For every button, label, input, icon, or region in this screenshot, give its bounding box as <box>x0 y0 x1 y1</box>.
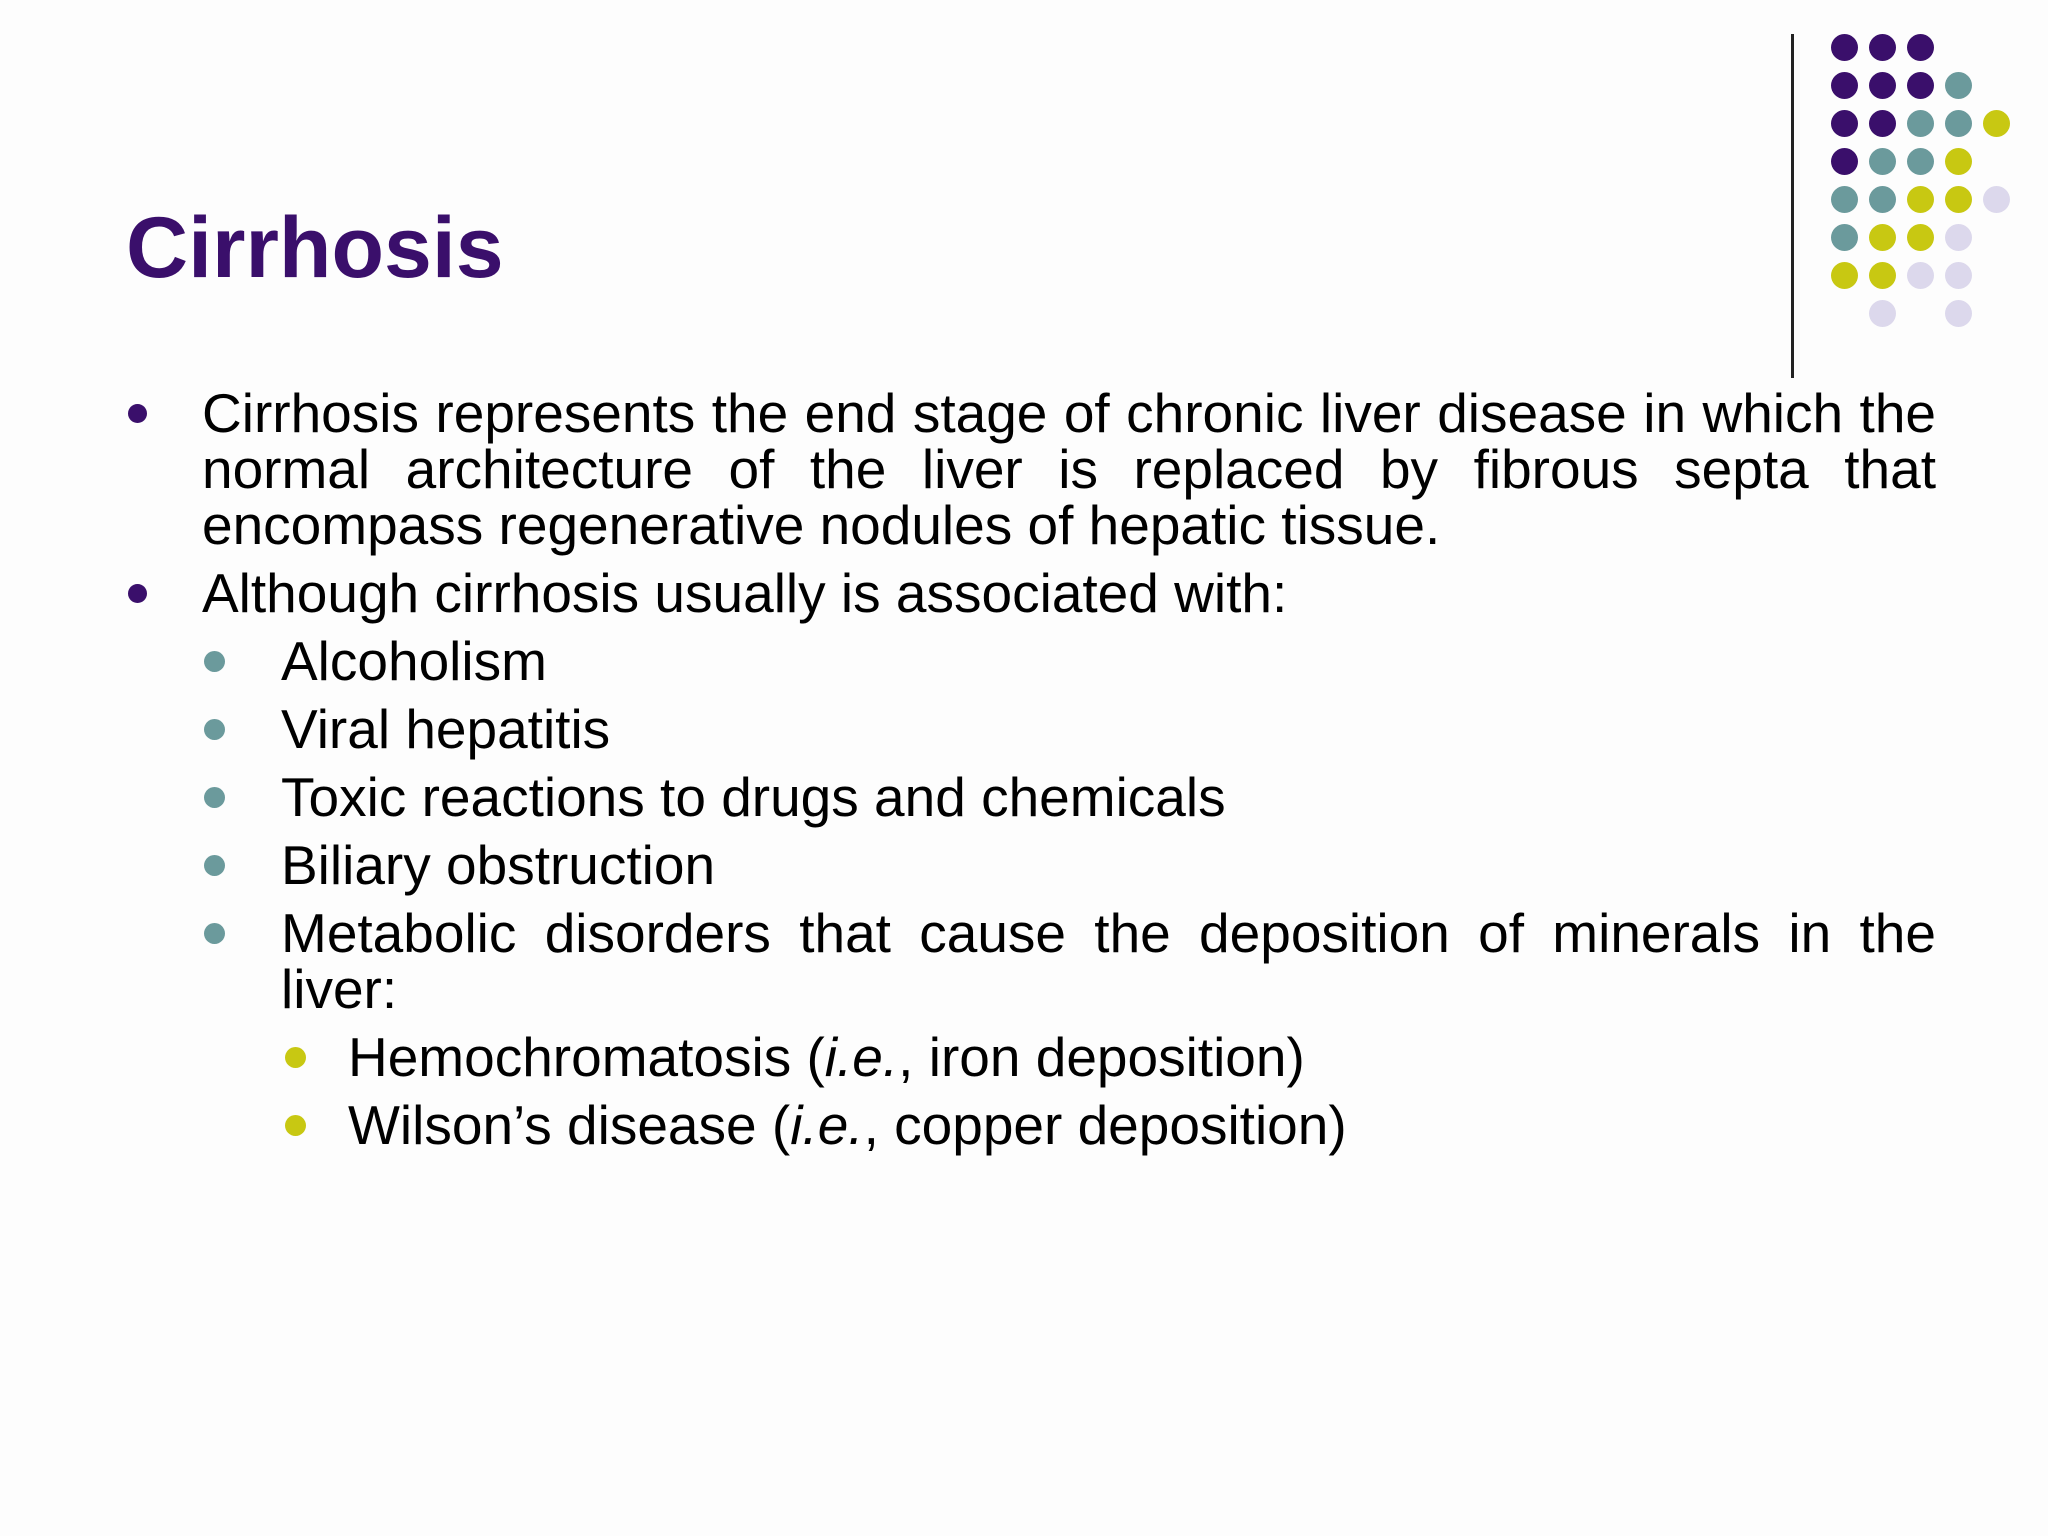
decorative-divider <box>1791 34 1794 378</box>
decorative-dot <box>1907 148 1934 175</box>
decorative-dot <box>1945 72 1972 99</box>
sub-sub-bullet-text-pre: Hemochromatosis ( <box>348 1026 825 1088</box>
bullet-text: Cirrhosis represents the end stage of chronic liver disease in which the normal architecture of the liver is replaced by fibrous septa that encompass regenerative nodules of hepatic tissue. <box>202 382 1936 556</box>
decorative-dot <box>1831 186 1858 213</box>
bullet-dot-icon <box>204 855 225 876</box>
bullet-dot-icon <box>204 787 225 808</box>
bullet-item <box>126 382 1936 556</box>
sub-bullet-text: Toxic reactions to drugs and chemicals <box>281 766 1226 828</box>
decorative-dot <box>1869 186 1896 213</box>
decorative-dot <box>1869 148 1896 175</box>
decorative-dot <box>1907 110 1934 137</box>
decorative-dot <box>1831 110 1858 137</box>
sub-bullet-text: Biliary obstruction <box>281 834 716 896</box>
bullet-dot-icon <box>128 404 147 423</box>
slide-body <box>126 382 1936 1165</box>
decorative-dot <box>1831 224 1858 251</box>
decorative-dot <box>1831 148 1858 175</box>
sub-bullet-item <box>126 902 1936 1020</box>
sub-sub-bullet-text-pre: Wilson’s disease ( <box>348 1094 791 1156</box>
sub-bullet-item <box>126 698 1936 760</box>
decorative-dot <box>1983 186 2010 213</box>
decorative-dot <box>1983 110 2010 137</box>
slide-title: Cirrhosis <box>126 200 504 296</box>
decorative-dot <box>1907 72 1934 99</box>
sub-sub-bullet-text-post: , copper deposition) <box>863 1094 1347 1156</box>
sub-sub-bullet-text-em: i.e. <box>824 1026 899 1088</box>
decorative-dot <box>1945 110 1972 137</box>
decorative-dot <box>1945 224 1972 251</box>
bullet-dot-icon <box>285 1047 306 1068</box>
bullet-item <box>126 562 1936 624</box>
bullet-dot-icon <box>204 719 225 740</box>
decorative-dot <box>1869 300 1896 327</box>
sub-sub-bullet-text-post: , iron deposition) <box>898 1026 1305 1088</box>
sub-sub-bullet-text-em: i.e. <box>790 1094 864 1156</box>
sub-sub-bullet-item <box>126 1026 1936 1088</box>
bullet-dot-icon <box>204 923 225 944</box>
sub-bullet-item <box>126 834 1936 896</box>
sub-bullet-item <box>126 630 1936 692</box>
decorative-dot <box>1869 34 1896 61</box>
sub-bullet-text: Alcoholism <box>281 630 547 692</box>
decorative-dot <box>1945 262 1972 289</box>
sub-sub-bullet-item <box>126 1094 1936 1156</box>
bullet-text: Although cirrhosis usually is associated with: <box>202 562 1288 624</box>
decorative-dot <box>1907 186 1934 213</box>
decorative-dot <box>1945 300 1972 327</box>
sub-bullet-text: Viral hepatitis <box>281 698 611 760</box>
decorative-dot <box>1945 148 1972 175</box>
decorative-dot <box>1907 34 1934 61</box>
decorative-dot <box>1907 262 1934 289</box>
decorative-dot <box>1831 262 1858 289</box>
bullet-dot-icon <box>285 1115 306 1136</box>
decorative-dot <box>1869 72 1896 99</box>
decorative-dot <box>1869 224 1896 251</box>
decorative-dot <box>1869 110 1896 137</box>
bullet-dot-icon <box>204 651 225 672</box>
decorative-dot <box>1907 224 1934 251</box>
sub-bullet-text: Metabolic disorders that cause the deposition of minerals in the liver: <box>281 902 1936 1020</box>
decorative-dot <box>1831 72 1858 99</box>
decorative-dot <box>1869 262 1896 289</box>
decorative-dot <box>1945 186 1972 213</box>
sub-bullet-item <box>126 766 1936 828</box>
decorative-dot <box>1831 34 1858 61</box>
bullet-dot-icon <box>128 584 147 603</box>
